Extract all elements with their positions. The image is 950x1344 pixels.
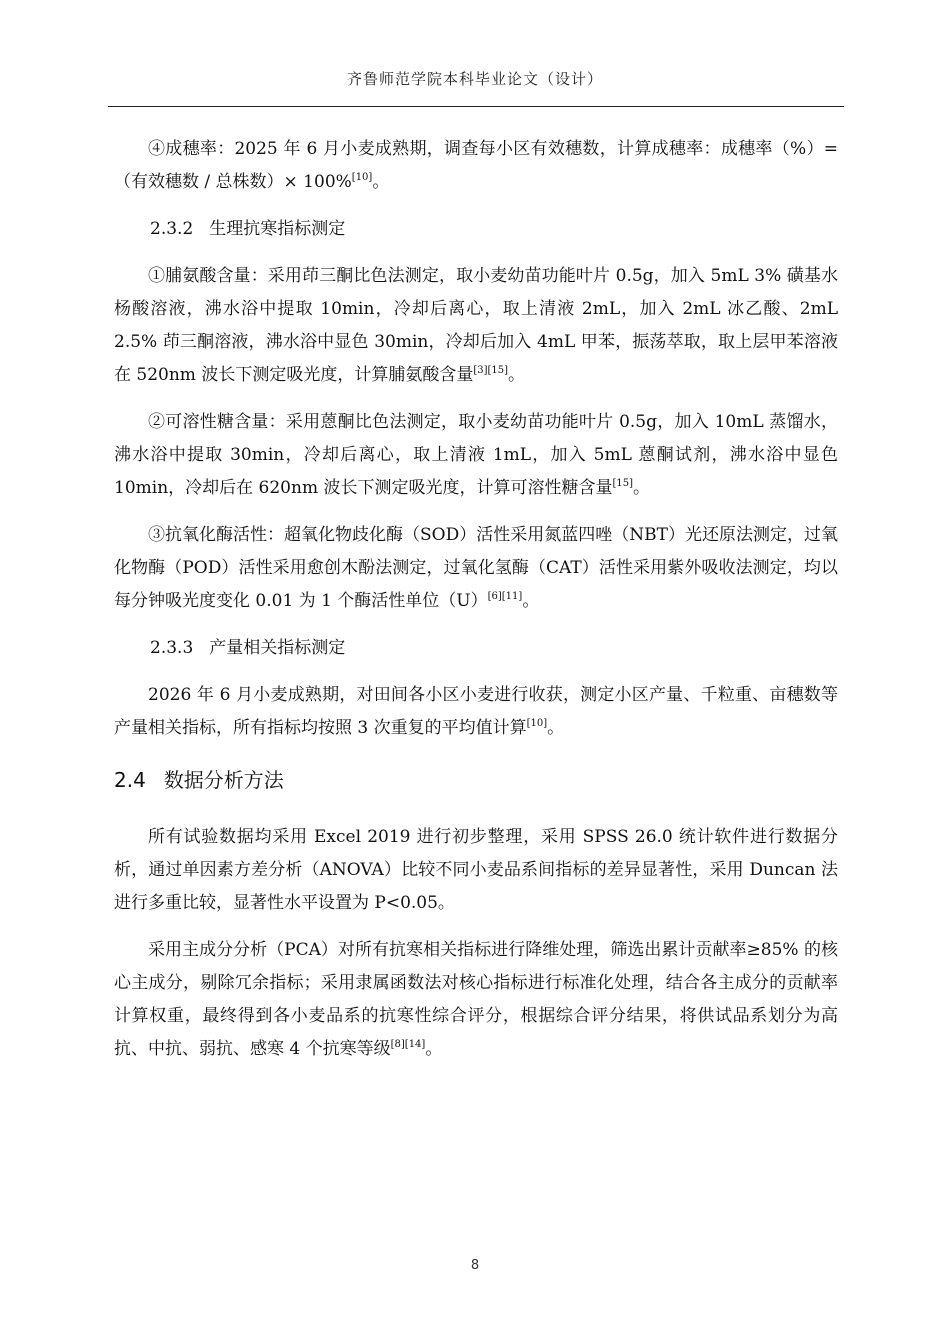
section-heading-2-4 <box>114 765 838 795</box>
paragraph-text: ④成穗率：2025 年 6 月小麦成熟期，调查每小区有效穗数，计算成穗率：成穗率（%）=（有效穗数 / 总株数）× 100% <box>114 139 838 192</box>
citation: [6][11] <box>487 591 523 602</box>
citation: [10] <box>526 718 548 729</box>
header-divider <box>108 106 844 107</box>
citation: [8][14] <box>390 1039 426 1050</box>
section-title: 数据分析方法 <box>163 768 284 792</box>
citation: [3][15] <box>473 365 509 376</box>
page-number: 8 <box>470 1258 480 1273</box>
paragraph-text: ②可溶性糖含量：采用蒽酮比色法测定，取小麦幼苗功能叶片 0.5g，加入 10mL 蒸馏水，沸水浴中提取 30min，冷却后离心，取上清液 1mL，加入 5mL 蒽酮试剂，沸水浴中显色 10min，冷却后在 620nm 波长下测定吸光度，计算可溶性糖含量 <box>114 412 838 498</box>
subsection-heading-2-3-2 <box>150 213 838 246</box>
section-number: 2.4 <box>114 768 146 792</box>
section-number: 2.3.2 <box>150 219 194 239</box>
citation: [10] <box>351 172 373 183</box>
paragraph-proline <box>114 260 838 392</box>
paragraph-end: 。 <box>633 478 650 498</box>
paragraph-statistics <box>114 821 838 920</box>
paragraph-soluble-sugar <box>114 406 838 505</box>
paragraph-pca <box>114 934 838 1066</box>
paragraph-text: 采用主成分分析（PCA）对所有抗寒相关指标进行降维处理，筛选出累计贡献率≥85% 的核心主成分，剔除冗余指标；采用隶属函数法对核心指标进行标准化处理，结合各主成分的贡献率计算权重，最终得到各小麦品系的抗寒性综合评分，根据综合评分结果，将供试品系划分为高抗、中抗、弱抗、感寒 4 个抗寒等级 <box>114 940 838 1059</box>
paragraph-text: 2026 年 6 月小麦成熟期，对田间各小区小麦进行收获，测定小区产量、千粒重、亩穗数等产量相关指标，所有指标均按照 3 次重复的平均值计算 <box>114 685 838 738</box>
subsection-heading-2-3-3 <box>150 632 838 665</box>
paragraph-end: 。 <box>547 718 565 738</box>
paragraph-end: 。 <box>372 172 390 192</box>
paragraph-text: ③抗氧化酶活性：超氧化物歧化酶（SOD）活性采用氮蓝四唑（NBT）光还原法测定，过氧化物酶（POD）活性采用愈创木酚法测定，过氧化氢酶（CAT）活性采用紫外吸收法测定，均以每分钟吸光度变化 0.01 为 1 个酶活性单位（U） <box>114 525 838 611</box>
section-number: 2.3.3 <box>150 638 194 658</box>
paragraph-text: 所有试验数据均采用 Excel 2019 进行初步整理，采用 SPSS 26.0 统计软件进行数据分析，通过单因素方差分析（ANOVA）比较不同小麦品系间指标的差异显著性，采用 Duncan 法进行多重比较，显著性水平设置为 P<0.05。 <box>114 827 838 913</box>
citation: [15] <box>612 478 633 489</box>
paragraph-end: 。 <box>522 591 540 611</box>
page-body <box>114 133 838 1080</box>
running-header: 齐鲁师范学院本科毕业论文（设计） <box>346 70 603 88</box>
section-title: 生理抗寒指标测定 <box>209 219 346 239</box>
paragraph-heading-rate <box>114 133 838 199</box>
section-title: 产量相关指标测定 <box>209 638 346 658</box>
paragraph-end: 。 <box>425 1039 443 1059</box>
paragraph-antioxidant-enzymes <box>114 519 838 618</box>
paragraph-text: ①脯氨酸含量：采用茚三酮比色法测定，取小麦幼苗功能叶片 0.5g，加入 5mL 3% 磺基水杨酸溶液，沸水浴中提取 10min，冷却后离心，取上清液 2mL，加入 2mL 冰乙酸、2mL 2.5% 茚三酮溶液，沸水浴中显色 30min，冷却后加入 4mL 甲苯，振荡萃取，取上层甲苯溶液在 520nm 波长下测定吸光度，计算脯氨酸含量 <box>114 266 838 385</box>
paragraph-yield <box>114 679 838 745</box>
paragraph-end: 。 <box>508 365 526 385</box>
